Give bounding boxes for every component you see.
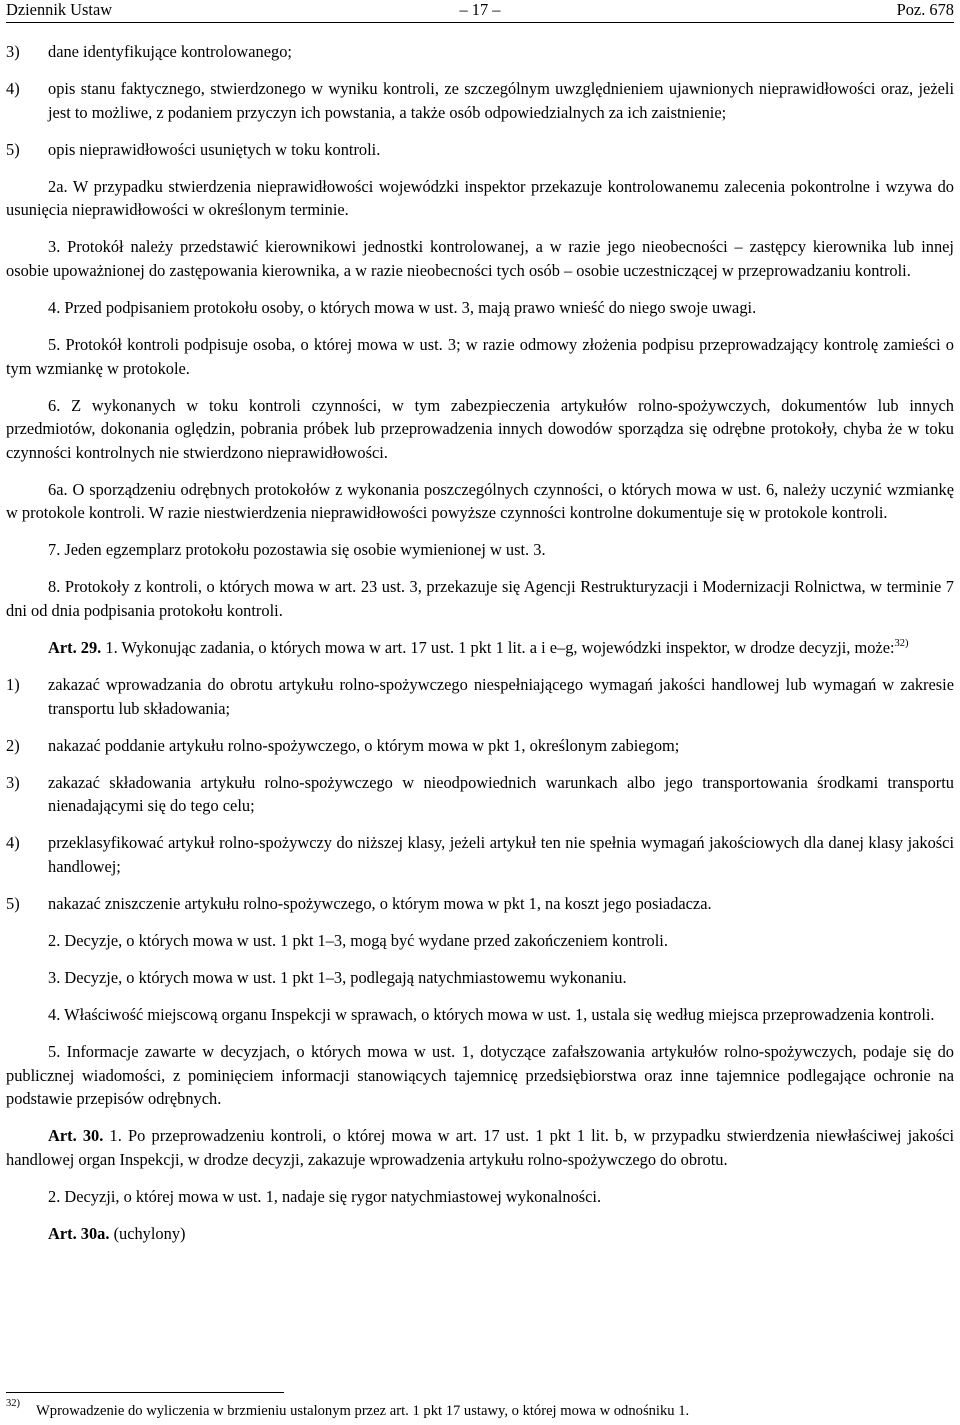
list-item-4: 4) opis stanu faktycznego, stwierdzonego w wyniku kontroli, ze szczególnym uwzględnieniem ujawnionych nieprawidłowości oraz, jeżeli jest to możliwe, z podaniem przyczyn ich powstania, a także osób odpowiedzialnych za ich zaistnienie;	[6, 79, 954, 122]
paragraph-5: 5. Protokół kontroli podpisuje osoba, o której mowa w ust. 3; w razie odmowy złożenia podpisu przeprowadzający kontrolę zamieści o tym wzmiankę w protokole.	[6, 335, 954, 378]
art29-section-4: 4. Właściwość miejscową organu Inspekcji w sprawach, o których mowa w ust. 1, ustala się według miejsca przeprowadzenia kontroli.	[48, 1005, 935, 1025]
art29-item-4: 4) przeklasyfikować artykuł rolno-spożywczy do niższej klasy, jeżeli artykuł ten nie spełnia wymagań jakościowych dla danej klasy jakości handlowej;	[6, 833, 954, 876]
article-29-intro: Art. 29. 1. Wykonując zadania, o których mowa w art. 17 ust. 1 pkt 1 lit. a i e–g, wojewódzki inspektor, w drodze decyzji, może:$^{32)}$	[48, 638, 909, 658]
art29-section-3: 3. Decyzje, o których mowa w ust. 1 pkt 1–3, podlegają natychmiastowemu wykonaniu.	[48, 968, 627, 988]
paragraph-2a: 2a. W przypadku stwierdzenia nieprawidłowości wojewódzki inspektor przekazuje kontrolowanemu zalecenia pokontrolne i wzywa do usunięcia nieprawidłowości w określonym terminie.	[6, 176, 954, 220]
article-30a-heading: Art. 30a.	[48, 1224, 110, 1244]
paragraph-7: 7. Jeden egzemplarz protokołu pozostawia się osobie wymienionej w ust. 3.	[48, 540, 546, 560]
art29-section-2: 2. Decyzje, o których mowa w ust. 1 pkt 1–3, mogą być wydane przed zakończeniem kontroli.	[48, 931, 668, 951]
article-30-heading: Art. 30.	[48, 1126, 104, 1146]
page-header	[6, 0, 954, 23]
list-item-5: 5) opis nieprawidłowości usuniętych w toku kontroli.	[6, 139, 381, 159]
footnote-divider	[6, 1392, 284, 1393]
paragraph-6: 6. Z wykonanych w toku kontroli czynności, w tym zabezpieczenia artykułów rolno-spożywczych, dokumentów lub innych przedmiotów, dokonania oględzin, pobrania próbek lub przeprowadzenia innych dowodów sporządza się odrębne protokoły, chyba że w toku czynności kontrolnych nie stwierdzono nieprawidłowości.	[6, 395, 954, 462]
paragraph-4: 4. Przed podpisaniem protokołu osoby, o których mowa w ust. 3, mają prawo wnieść do niego swoje uwagi.	[48, 297, 757, 317]
page-number: – 17 –	[459, 0, 501, 19]
art29-item-5: 5) nakazać zniszczenie artykułu rolno-spożywczego, o którym mowa w pkt 1, na koszt jego posiadacza.	[6, 894, 712, 913]
paragraph-3: 3. Protokół należy przedstawić kierownikowi jednostki kontrolowanej, a w razie jego nieobecności – zastępcy kierownika lub innej osobie upoważnionej do zastępowania kierownika, a w razie nieobecności tych osób – osobie uczestniczącej w przeprowadzaniu kontroli.	[6, 237, 954, 280]
footnote-number: 32)	[6, 1398, 20, 1409]
art29-section-5: 5. Informacje zawarte w decyzjach, o których mowa w ust. 1, dotyczące zafałszowania artykułów rolno-spożywczych, podaje się do publicznej wiadomości, z pominięciem informacji stanowiących tajemnicę przedsiębiorstwa oraz inne tajemnice podlegające ochronie na podstawie przepisów odrębnych.	[6, 1042, 954, 1109]
article-30-section-1: Art. 30. 1. Po przeprowadzeniu kontroli, o której mowa w art. 17 ust. 1 pkt 1 lit. b, w przypadku stwierdzenia niewłaściwej jakości handlowej organ Inspekcji, w drodze decyzji, zakazuje wprowadzenia artykułu rolno-spożywczego do obrotu.	[6, 1126, 955, 1169]
journal-name: Dziennik Ustaw	[6, 0, 113, 19]
art29-item-1: 1) zakazać wprowadzania do obrotu artykułu rolno-spożywczego niespełniającego wymagań jakości handlowej lub wymagań w zakresie transportu lub składowania;	[6, 675, 954, 718]
paragraph-6a: 6a. O sporządzeniu odrębnych protokołów z wykonania poszczególnych czynności, o których mowa w ust. 6, należy uczynić wzmiankę w protokole kontroli. W razie niestwierdzenia nieprawidłowości powyższe czynności kontrolne dokumentuje się w protokole kontroli.	[6, 479, 954, 523]
article-30a: Art. 30a. (uchylony)	[48, 1224, 186, 1244]
document-body	[6, 40, 954, 1259]
footnote-text: Wprowadzenie do wyliczenia w brzmieniu ustalonym przez art. 1 pkt 17 ustawy, o której mowa w odnośniku 1.	[36, 1403, 690, 1419]
art29-item-3: 3) zakazać składowania artykułu rolno-spożywczego w nieodpowiednich warunkach albo jego transportowania środkami transportu nienadającymi się do tego celu;	[6, 772, 954, 816]
art29-item-2: 2) nakazać poddanie artykułu rolno-spożywczego, o którym mowa w pkt 1, określonym zabiegom;	[6, 735, 680, 755]
list-item-3: 3) dane identyfikujące kontrolowanego;	[6, 42, 292, 61]
article-30-section-2: 2. Decyzji, o której mowa w ust. 1, nadaje się rygor natychmiastowej wykonalności.	[48, 1187, 602, 1207]
article-29-heading: Art. 29.	[48, 638, 102, 658]
position-number: Poz. 678	[896, 0, 954, 19]
paragraph-8: 8. Protokoły z kontroli, o których mowa w art. 23 ust. 3, przekazuje się Agencji Restrukturyzacji i Modernizacji Rolnictwa, w terminie 7 dni od dnia podpisania protokołu kontroli.	[6, 577, 954, 620]
footnote-ref: 32)	[894, 638, 909, 650]
